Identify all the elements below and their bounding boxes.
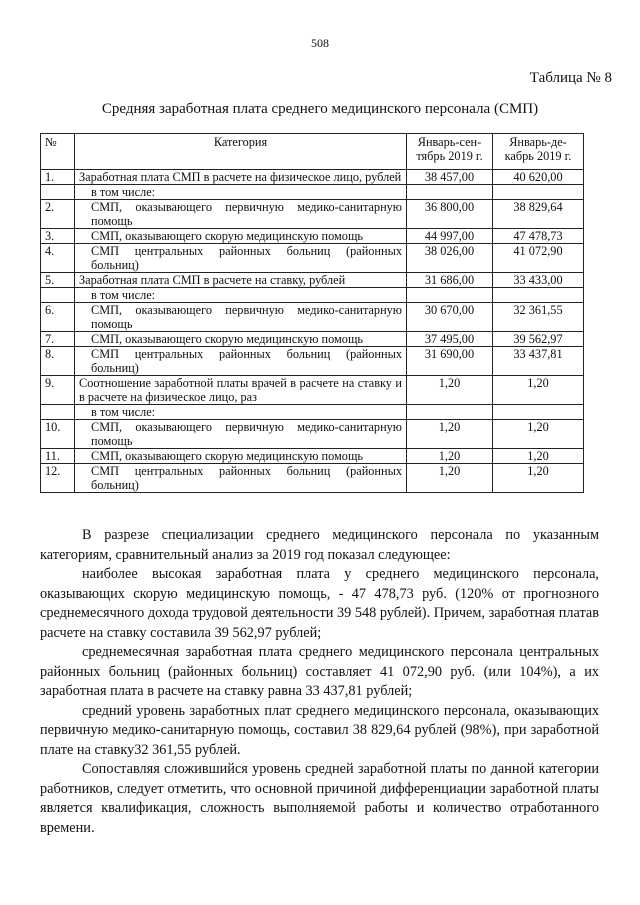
row-category: в том числе: — [75, 405, 407, 420]
row-category: СМП, оказывающего скорую медицинскую помощь — [75, 229, 407, 244]
row-number: 8. — [41, 347, 75, 376]
table-row — [41, 376, 584, 405]
table-row — [41, 347, 584, 376]
row-number — [41, 288, 75, 303]
header-jan-dec: Январь-де-кабрь 2019 г. — [493, 134, 584, 170]
row-value-jan-sep: 31 690,00 — [407, 347, 493, 376]
row-value-jan-dec: 33 433,00 — [493, 273, 584, 288]
row-value-jan-dec — [493, 288, 584, 303]
row-value-jan-sep: 37 495,00 — [407, 332, 493, 347]
row-value-jan-dec: 32 361,55 — [493, 303, 584, 332]
row-category: СМП, оказывающего скорую медицинскую помощь — [75, 332, 407, 347]
table-body — [41, 170, 584, 493]
row-value-jan-dec: 1,20 — [493, 420, 584, 449]
table-row — [41, 449, 584, 464]
row-value-jan-sep: 38 457,00 — [407, 170, 493, 185]
analysis-text — [40, 526, 599, 838]
row-number — [41, 405, 75, 420]
page-number: 508 — [311, 36, 329, 50]
row-value-jan-sep: 30 670,00 — [407, 303, 493, 332]
salary-table — [40, 133, 584, 493]
row-number: 6. — [41, 303, 75, 332]
row-value-jan-sep: 1,20 — [407, 376, 493, 405]
header-jan-sep: Январь-сен-тябрь 2019 г. — [407, 134, 493, 170]
header-category: Категория — [75, 134, 407, 170]
table-row — [41, 185, 584, 200]
table-row — [41, 332, 584, 347]
row-category: Заработная плата СМП в расчете на ставку, рублей — [75, 273, 407, 288]
row-value-jan-dec: 38 829,64 — [493, 200, 584, 229]
row-value-jan-sep: 36 800,00 — [407, 200, 493, 229]
row-value-jan-dec: 33 437,81 — [493, 347, 584, 376]
row-value-jan-dec: 1,20 — [493, 376, 584, 405]
table-row — [41, 303, 584, 332]
table-row — [41, 170, 584, 185]
table-row — [41, 273, 584, 288]
table-row — [41, 288, 584, 303]
row-value-jan-sep: 31 686,00 — [407, 273, 493, 288]
row-value-jan-dec: 1,20 — [493, 464, 584, 493]
table-row — [41, 244, 584, 273]
row-number — [41, 185, 75, 200]
table-row — [41, 420, 584, 449]
row-number: 11. — [41, 449, 75, 464]
table-label: Таблица № 8 — [529, 70, 612, 86]
row-value-jan-dec: 1,20 — [493, 449, 584, 464]
row-category: Заработная плата СМП в расчете на физическое лицо, рублей — [75, 170, 407, 185]
document-title: Средняя заработная плата среднего медицинского персонала (СМП) — [101, 101, 539, 117]
row-value-jan-dec: 40 620,00 — [493, 170, 584, 185]
row-number: 3. — [41, 229, 75, 244]
row-number: 2. — [41, 200, 75, 229]
row-number: 1. — [41, 170, 75, 185]
table-row — [41, 405, 584, 420]
row-value-jan-sep: 1,20 — [407, 464, 493, 493]
row-number: 7. — [41, 332, 75, 347]
row-value-jan-dec: 47 478,73 — [493, 229, 584, 244]
row-value-jan-sep: 1,20 — [407, 420, 493, 449]
table-row — [41, 229, 584, 244]
row-value-jan-sep — [407, 405, 493, 420]
row-category: в том числе: — [75, 185, 407, 200]
row-category: СМП центральных районных больниц (районных больниц) — [75, 347, 407, 376]
row-number: 12. — [41, 464, 75, 493]
row-number: 5. — [41, 273, 75, 288]
header-number: № — [41, 134, 75, 170]
table-row — [41, 200, 584, 229]
paragraph: средний уровень заработных плат среднего медицинского персонала, оказывающих первичную медико-санитарную помощь, составил 38 829,64 рублей (98%), при заработной плате на ставку32 361,55 рублей. — [40, 702, 599, 758]
row-number: 4. — [41, 244, 75, 273]
paragraph: В разрезе специализации среднего медицинского персонала по указанным категориям, сравнительный анализ за 2019 год показал следующее: — [40, 527, 599, 563]
row-category: СМП, оказывающего первичную медико-санитарную помощь — [75, 303, 407, 332]
row-category: СМП, оказывающего первичную медико-санитарную помощь — [75, 200, 407, 229]
row-value-jan-dec — [493, 185, 584, 200]
paragraph: Сопоставляя сложившийся уровень средней заработной платы по данной категории работников, следует отметить, что основной причиной дифференциации заработной платы является квалификация, сложность выполняемой работы и количество отработанного времени. — [40, 761, 599, 836]
row-category: СМП центральных районных больниц (районных больниц) — [75, 464, 407, 493]
row-category: СМП, оказывающего первичную медико-санитарную помощь — [75, 420, 407, 449]
table-row — [41, 464, 584, 493]
paragraph: среднемесячная заработная плата среднего медицинского персонала центральных районных больниц (районных больниц) составляет 41 072,90 руб. (или 104%), а их заработная плата в расчете на ставку равна 33 437,81 рублей; — [40, 644, 599, 699]
row-number: 9. — [41, 376, 75, 405]
row-value-jan-sep: 1,20 — [407, 449, 493, 464]
row-value-jan-sep — [407, 288, 493, 303]
row-category: СМП центральных районных больниц (районных больниц) — [75, 244, 407, 273]
row-category: СМП, оказывающего скорую медицинскую помощь — [75, 449, 407, 464]
row-value-jan-dec: 41 072,90 — [493, 244, 584, 273]
row-category: в том числе: — [75, 288, 407, 303]
row-number: 10. — [41, 420, 75, 449]
paragraph: наиболее высокая заработная плата у среднего медицинского персонала, оказывающих скорую медицинскую помощь, - 47 478,73 руб. (120% от прогнозного среднемесячного дохода трудовой деятельности 39 548 рублей). Причем, заработная платав расчете на ставку составила 39 562,97 рублей; — [40, 566, 599, 641]
row-value-jan-dec — [493, 405, 584, 420]
row-value-jan-sep — [407, 185, 493, 200]
row-value-jan-sep: 38 026,00 — [407, 244, 493, 273]
row-value-jan-sep: 44 997,00 — [407, 229, 493, 244]
table-header-row — [41, 134, 584, 170]
row-category: Соотношение заработной платы врачей в расчете на ставку и в расчете на физическое лицо, раз — [75, 376, 407, 405]
row-value-jan-dec: 39 562,97 — [493, 332, 584, 347]
